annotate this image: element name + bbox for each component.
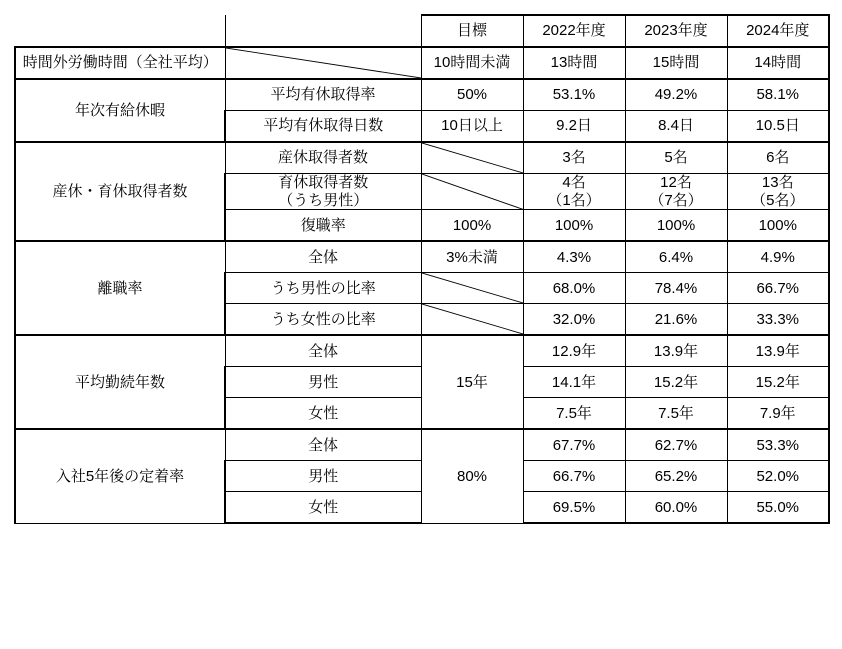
row-subcategory: 男性 [225,461,421,492]
row-subcategory: 育休取得者数 （うち男性） [225,174,421,210]
header-blank-category [15,15,225,47]
row-value-fy2022: 69.5% [523,492,625,524]
hr-metrics-table [14,14,830,524]
row-value-fy2024: 33.3% [727,304,829,336]
row-value-fy2022: 68.0% [523,273,625,304]
row-value-fy2024: 6名 [727,142,829,174]
row-value-fy2024: 13名 （5名） [727,174,829,210]
row-goal: 100% [421,210,523,242]
row-value-fy2024: 66.7% [727,273,829,304]
row-value-fy2024: 14時間 [727,47,829,79]
row-goal: 50% [421,79,523,111]
header-blank-subcategory [225,15,421,47]
header-fy2023: 2023年度 [625,15,727,47]
row-goal: 80% [421,429,523,523]
header-fy2024: 2024年度 [727,15,829,47]
row-category: 時間外労働時間（全社平均） [15,47,225,79]
row-subcategory: うち男性の比率 [225,273,421,304]
row-subcategory: うち女性の比率 [225,304,421,336]
row-value-fy2024: 52.0% [727,461,829,492]
row-value-fy2022: 4.3% [523,241,625,273]
row-category: 産休・育休取得者数 [15,142,225,241]
row-value-fy2022: 12.9年 [523,335,625,367]
row-subcategory: 全体 [225,335,421,367]
row-value-fy2024: 7.9年 [727,398,829,430]
table-row [15,335,829,367]
row-value-fy2024: 15.2年 [727,367,829,398]
row-subcategory: 平均有休取得率 [225,79,421,111]
table-row [15,142,829,174]
row-subcategory: 産休取得者数 [225,142,421,174]
row-value-fy2023: 49.2% [625,79,727,111]
header-goal: 目標 [421,15,523,47]
row-value-fy2022: 9.2日 [523,111,625,143]
row-goal-empty [421,273,523,304]
row-value-fy2024: 10.5日 [727,111,829,143]
row-value-fy2023: 5名 [625,142,727,174]
row-category: 離職率 [15,241,225,335]
table-body [15,47,829,523]
row-subcategory: 全体 [225,429,421,461]
row-value-fy2023: 15時間 [625,47,727,79]
row-category: 平均勤続年数 [15,335,225,429]
row-goal: 10日以上 [421,111,523,143]
row-goal: 3%未満 [421,241,523,273]
row-value-fy2022: 7.5年 [523,398,625,430]
row-value-fy2024: 55.0% [727,492,829,524]
row-value-fy2022: 100% [523,210,625,242]
row-goal: 10時間未満 [421,47,523,79]
row-value-fy2023: 21.6% [625,304,727,336]
row-subcategory: 男性 [225,367,421,398]
row-category: 年次有給休暇 [15,79,225,142]
row-value-fy2022: 53.1% [523,79,625,111]
table-row [15,47,829,79]
table-header-row [15,15,829,47]
row-subcategory: 復職率 [225,210,421,242]
row-value-fy2023: 65.2% [625,461,727,492]
row-category: 入社5年後の定着率 [15,429,225,523]
row-value-fy2022: 4名 （1名） [523,174,625,210]
row-value-fy2023: 62.7% [625,429,727,461]
row-value-fy2023: 100% [625,210,727,242]
row-value-fy2023: 6.4% [625,241,727,273]
row-value-fy2023: 12名 （7名） [625,174,727,210]
row-goal-empty [421,304,523,336]
row-value-fy2023: 13.9年 [625,335,727,367]
row-value-fy2023: 78.4% [625,273,727,304]
row-value-fy2024: 53.3% [727,429,829,461]
row-value-fy2024: 4.9% [727,241,829,273]
row-goal-empty [421,174,523,210]
row-value-fy2022: 67.7% [523,429,625,461]
row-value-fy2024: 13.9年 [727,335,829,367]
row-value-fy2023: 7.5年 [625,398,727,430]
header-fy2022: 2022年度 [523,15,625,47]
row-value-fy2022: 13時間 [523,47,625,79]
row-value-fy2022: 66.7% [523,461,625,492]
row-goal: 15年 [421,335,523,429]
table-row [15,79,829,111]
row-subcategory: 女性 [225,492,421,524]
row-subcategory-empty [225,47,421,79]
row-value-fy2024: 58.1% [727,79,829,111]
table-row [15,241,829,273]
row-value-fy2023: 15.2年 [625,367,727,398]
row-value-fy2023: 8.4日 [625,111,727,143]
row-value-fy2024: 100% [727,210,829,242]
table-row [15,429,829,461]
row-goal-empty [421,142,523,174]
row-value-fy2022: 3名 [523,142,625,174]
row-value-fy2023: 60.0% [625,492,727,524]
row-value-fy2022: 14.1年 [523,367,625,398]
row-value-fy2022: 32.0% [523,304,625,336]
row-subcategory: 女性 [225,398,421,430]
row-subcategory: 全体 [225,241,421,273]
row-subcategory: 平均有休取得日数 [225,111,421,143]
